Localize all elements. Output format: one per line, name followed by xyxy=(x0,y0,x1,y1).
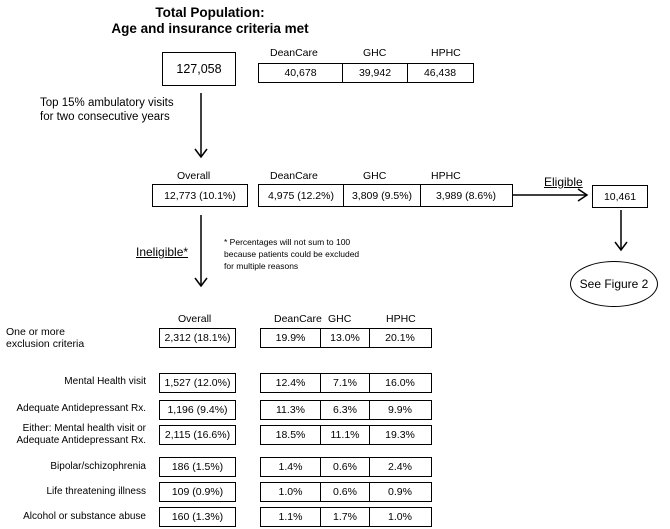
exclusion-header-ghc: GHC xyxy=(328,313,352,325)
exclusion-ghc-value: 0.6% xyxy=(333,486,357,498)
exclusion-deancare-value: 12.4% xyxy=(275,377,306,389)
exclusion-overall-value: 160 (1.3%) xyxy=(171,511,224,523)
deancare-population: 40,678 xyxy=(284,67,317,79)
selection-line-2: for two consecutive years xyxy=(40,111,170,123)
plan-header-hphc: HPHC xyxy=(431,47,461,59)
ineligible-label: Ineligible* xyxy=(136,245,189,259)
exclusion-hphc-value: 16.0% xyxy=(385,377,415,389)
exclusion-overall-value: 186 (1.5%) xyxy=(171,461,224,473)
eligible-label: Eligible xyxy=(544,175,583,189)
exclusion-hphc-value: 1.0% xyxy=(388,511,412,523)
exclusion-row-label: Bipolar/schizophrenia xyxy=(50,461,146,472)
exclusion-deancare-value: 11.3% xyxy=(276,404,305,416)
see-figure-2-text: See Figure 2 xyxy=(579,277,649,291)
selection-line-1: Top 15% ambulatory visits xyxy=(40,97,174,109)
title-line-2: Age and insurance criteria met xyxy=(111,21,309,36)
exclusion-ghc-value: 6.3% xyxy=(333,404,357,416)
exclusion-overall-value: 1,527 (12.0%) xyxy=(164,377,231,389)
exclusion-row-label: Adequate Antidepressant Rx. xyxy=(16,403,146,414)
exclusion-hphc-value: 19.3% xyxy=(385,429,415,441)
selected-deancare-value: 4,975 (12.2%) xyxy=(268,189,334,202)
footnote-line-3: for multiple reasons xyxy=(224,261,299,271)
exclusion-hphc-value: 20.1% xyxy=(385,332,415,344)
total-population-value: 127,058 xyxy=(176,62,222,76)
hphc-population: 46,438 xyxy=(423,67,457,79)
exclusion-header-overall: Overall xyxy=(178,313,212,325)
exclusion-deancare-value: 1.4% xyxy=(278,461,303,473)
plan-header-ghc: GHC xyxy=(363,47,387,59)
exclusion-overall-value: 1,196 (9.4%) xyxy=(167,404,228,416)
selected-overall-value: 12,773 (10.1%) xyxy=(164,189,236,202)
exclusion-ghc-value: 1.7% xyxy=(333,511,357,523)
footnote-line-2: because patients could be excluded xyxy=(224,249,360,259)
exclusion-ghc-value: 7.1% xyxy=(333,377,357,389)
exclusion-header-deancare: DeanCare xyxy=(274,313,322,325)
exclusion-row-label: Mental Health visit xyxy=(64,376,146,387)
exclusion-row-label: Life threatening illness xyxy=(46,486,146,497)
footnote-line-1: * Percentages will not sum to 100 xyxy=(224,237,351,247)
selected-ghc-value: 3,809 (9.5%) xyxy=(351,189,413,202)
selected-hphc-value: 3,989 (8.6%) xyxy=(435,189,497,202)
plan-header-deancare: DeanCare xyxy=(270,47,318,59)
selected-header-ghc: GHC xyxy=(363,170,387,182)
ghc-population: 39,942 xyxy=(358,67,392,79)
exclusion-ghc-value: 0.6% xyxy=(333,461,357,473)
exclusion-deancare-value: 1.0% xyxy=(278,486,303,498)
exclusion-deancare-value: 18.5% xyxy=(275,429,306,441)
exclusion-row-label: One or more exclusion criteria xyxy=(6,326,85,350)
selected-header-overall: Overall xyxy=(177,170,211,182)
exclusion-hphc-value: 0.9% xyxy=(388,486,412,498)
exclusion-deancare-value: 1.1% xyxy=(278,511,303,523)
exclusion-overall-value: 2,312 (18.1%) xyxy=(164,332,231,344)
selected-header-hphc: HPHC xyxy=(431,170,461,182)
selected-header-deancare: DeanCare xyxy=(270,170,318,182)
exclusion-row-label: Alcohol or substance abuse xyxy=(23,511,146,522)
exclusion-hphc-value: 2.4% xyxy=(388,461,412,473)
title-line-1: Total Population: xyxy=(155,5,265,20)
exclusion-ghc-value: 13.0% xyxy=(330,332,360,344)
exclusion-overall-value: 2,115 (16.6%) xyxy=(164,429,231,441)
exclusion-row-label: Either: Mental health visit or Adequate Antidepressant Rx. xyxy=(16,423,146,446)
exclusion-hphc-value: 9.9% xyxy=(388,404,412,416)
exclusion-deancare-value: 19.9% xyxy=(275,332,306,344)
exclusion-header-hphc: HPHC xyxy=(386,313,416,325)
exclusion-ghc-value: 11.1% xyxy=(330,429,360,441)
eligible-value: 10,461 xyxy=(603,190,637,203)
exclusion-overall-value: 109 (0.9%) xyxy=(171,486,224,498)
